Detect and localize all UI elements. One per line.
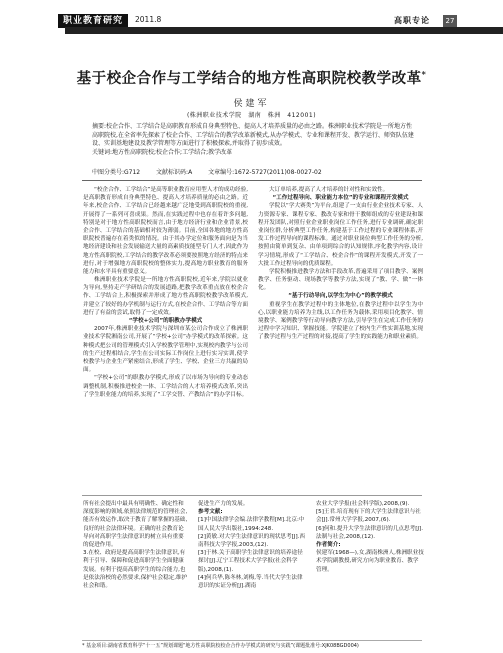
footnote: * 基金项目:湖南省教育科学“十一五”规划课题“地方性高职院校校企合作办学模式的研究与实践”(课题批准号:XJK08BGD004) — [82, 640, 422, 649]
bottom-column-1 — [83, 500, 188, 590]
paragraph: 学院积极推进教学方法和手段改革,普遍采用了项目教学、案例教学、任务驱动、现场教学等教学方法,实现了“教、学、做”一体化。 — [258, 268, 423, 292]
title-mark: * — [421, 69, 427, 80]
bottom-column-3 — [316, 500, 424, 574]
reference-item: [6]何和.提升大学生法律意识的几点思考[J].法制与社会,2008,(12). — [316, 525, 423, 540]
article-number: 文章编号:1672-5727(2011)08-0027-02 — [208, 169, 322, 176]
paragraph: 重视学生在教学过程中的主体地位,在教学过程中以学生为中心,以职业能力培养为主线,以工作任务为载体,采用项目化教学、情境教学、案例教学等行动导向教学方法,引导学生在完成工作任务的过程中学习知识、掌握技能。学院建立了校内生产性实训基地,实现了教学过程与生产过程的对接,提高了学生的实践能力和职业素质。 — [258, 301, 423, 341]
reference-item: 农业大学学报(社会科学版),2008,(9). — [316, 501, 410, 507]
right-column — [258, 186, 423, 342]
author-name: 侯建军 — [233, 99, 270, 109]
author-bio: 侯建军(1968—),女,湖南株洲人,株洲职业技术学院副教授,研究方向为职业教育、教学管理。 — [316, 550, 424, 573]
clc-code: 中图分类号:G712 — [92, 169, 141, 176]
author-bio-heading: 作者简介: — [316, 541, 341, 548]
section-heading: “工作过程导向、职业能力本位”的专业和课程开发模式 — [272, 195, 409, 202]
references-heading: 参考文献: — [198, 509, 223, 516]
paragraph: 所有社会提出中最具有明确性、确定性和深度影响的领域,依照法律规范的管理社会,能否有效运作,取决于教育了解掌握的基础,良好的社会法律环境。正确的社会教育论导向对高职学生法律意识的树立具有重要的促进作用。 — [83, 501, 188, 548]
journal-logo: 职业教育研究 — [58, 14, 128, 28]
paragraph: 株洲职业技术学院是一所地方性高职院校,近年来,学院以就业为导向,坚持走产学研结合的发展道路,把教学改革重点放在校企合作、工学结合上,积极探索并形成了地方性高职院校教学改革模式,并建立了较好的办学机制与运行方式,在校企合作、工学结合等方面进行了有益的尝试,取得了一定成效。 — [83, 277, 248, 316]
header-bar — [65, 27, 503, 34]
abstract-block — [92, 123, 416, 157]
classification-line — [92, 167, 336, 176]
issue-label: 2011.8 — [135, 15, 162, 24]
reference-item: [2]黄敏.对大学生法律意识的现状思考[J].西南科技大学学报,2003,(12). — [198, 533, 305, 548]
section-heading: “学校+公司”的职教办学模式 — [128, 318, 203, 324]
section-heading: “基于行动导向,以学生为中心”的教学模式 — [288, 293, 393, 300]
reference-item: [3]于林.关于高职学生法律意识的培养途径探讨[J].辽宁工程技术大学学报(社会科学版),2008,(1). — [198, 550, 303, 573]
page-number: 27 — [443, 15, 457, 27]
paragraph: 学院以“学大赛类”为平台,组建了一支由行业企业技术专家、人力资源专家、课程专家、教改专家和骨干教师组成的专业建设和课程开发团队,对照行业企业职业岗位工作任务,进行专业调研,确定职业岗位群,分析典型工作任务,构建基于工作过程的专业课程体系,开发工作过程导向的课程标准。通过对职业岗位典型工作任务的分析,按照由简单到复杂、由单项到综合的认知规律,序化教学内容,设计学习情境,形成了“工学结合、校企合作”的课程开发模式,开发了一大批工作过程导向的优质课程。 — [258, 203, 423, 267]
paragraph: “学校+公司”的职教办学模式,形成了以市场为导向的专业动态调整机制,积极推进校企一体、工学结合的人才培养模式改革,突出了学生职业能力的培养,实现了“工学交替、产教结合”的办学目标。 — [83, 375, 248, 398]
left-column — [83, 186, 248, 399]
paragraph: 促进生产力的发展。 — [198, 501, 249, 507]
column-label: 高职专论 — [394, 16, 430, 25]
paragraph: 3.在校、政府是提高高职学生法律意识,有利于引导、保障和促进高职学生全面健康发展。有利于提高高职学生的综合能力,也是依法治校的必然要求,保护社会稳定,维护社会和谐。 — [83, 550, 188, 589]
doc-code: 文献标识码:A — [156, 169, 193, 176]
reference-item: [5]王君.培育现有下的大学生法律意识与社会[J].常州大学学报,2007,(6). — [316, 509, 421, 524]
divider — [82, 495, 422, 496]
affiliation: (株洲职业技术学院 湖南 株洲 412001) — [186, 112, 317, 119]
reference-item: [4]何兵华,陈冬林,刘梅,等.当代大学生法律意识的实证分析[J].湖南 — [198, 574, 303, 589]
reference-item: [1]中国法律学会编.法律学教程[M].北京:中国人民大学出版社,1994:248. — [198, 517, 305, 532]
paragraph: 大订单培养,提高了人才培养的针对性和实效性。 — [269, 187, 389, 193]
page-header — [0, 0, 503, 36]
paragraph: 2007年,株洲职业技术学院与深圳市某公司合作成立了株洲职业技术学院湘南公司,开展了“学校+公司”办学模式的改革探索。这种模式把公司的管理模式引入学校教学管理中,实现校内教学与公司的生产过程相结合,学生在公司实际工作岗位上进行实习实训,使学校教学与企业生产紧密结合,形成了学生、学校、企业三方共赢的局面。 — [83, 326, 248, 374]
article-title — [0, 67, 503, 88]
bottom-column-2 — [198, 500, 305, 590]
title-text: 基于校企合作与工学结合的地方性高职院校教学改革 — [76, 70, 422, 87]
divider — [82, 180, 422, 181]
abstract-text: 摘要:校企合作、工学结合是高职教育形成自身典型特色、提高人才培养质量的必由之路。株洲职业技术学院是一所地方性高职院校,在全省率先探索了校企合作、工学结合的教学改革新模式,从办学模式、专业和课程开发、教学运行、师资队伍建设、实训基地建设及教学管理等方面进行了积极探索,并取得了初步成效。 — [92, 123, 414, 147]
keywords-text: 关键词:地方性高职院校;校企合作;工学结合;教学改革 — [92, 148, 233, 156]
paragraph: “校企合作、工学结合”是高等职业教育应用型人才的成功经验,是高职教育形成自身典型特色、提高人才培养质量的必由之路。近年来,校企合作、工学结合已经越来越广泛地受到高职院校的重视,开展得了一系列可喜成果。然而,在实践过程中也存在着许多问题,特别是对于地方性高职院校而言,由于地方经济行业和企业背景,校企合作、工学结合的基础相对较为薄弱。目前,全国各地的地方性高职院校普遍存在着类似的情况。由于其办学定位和服务面向是为当地经济建设和社会发展输送大量的高素质技能型专门人才,因此作为地方性高职院校,工学结合的教学改革必须要按照地方经济的特点来进行,对于增强地方高职院校的整体实力,提高地方职业教育的服务能力和水平具有重要意义。 — [83, 187, 248, 275]
